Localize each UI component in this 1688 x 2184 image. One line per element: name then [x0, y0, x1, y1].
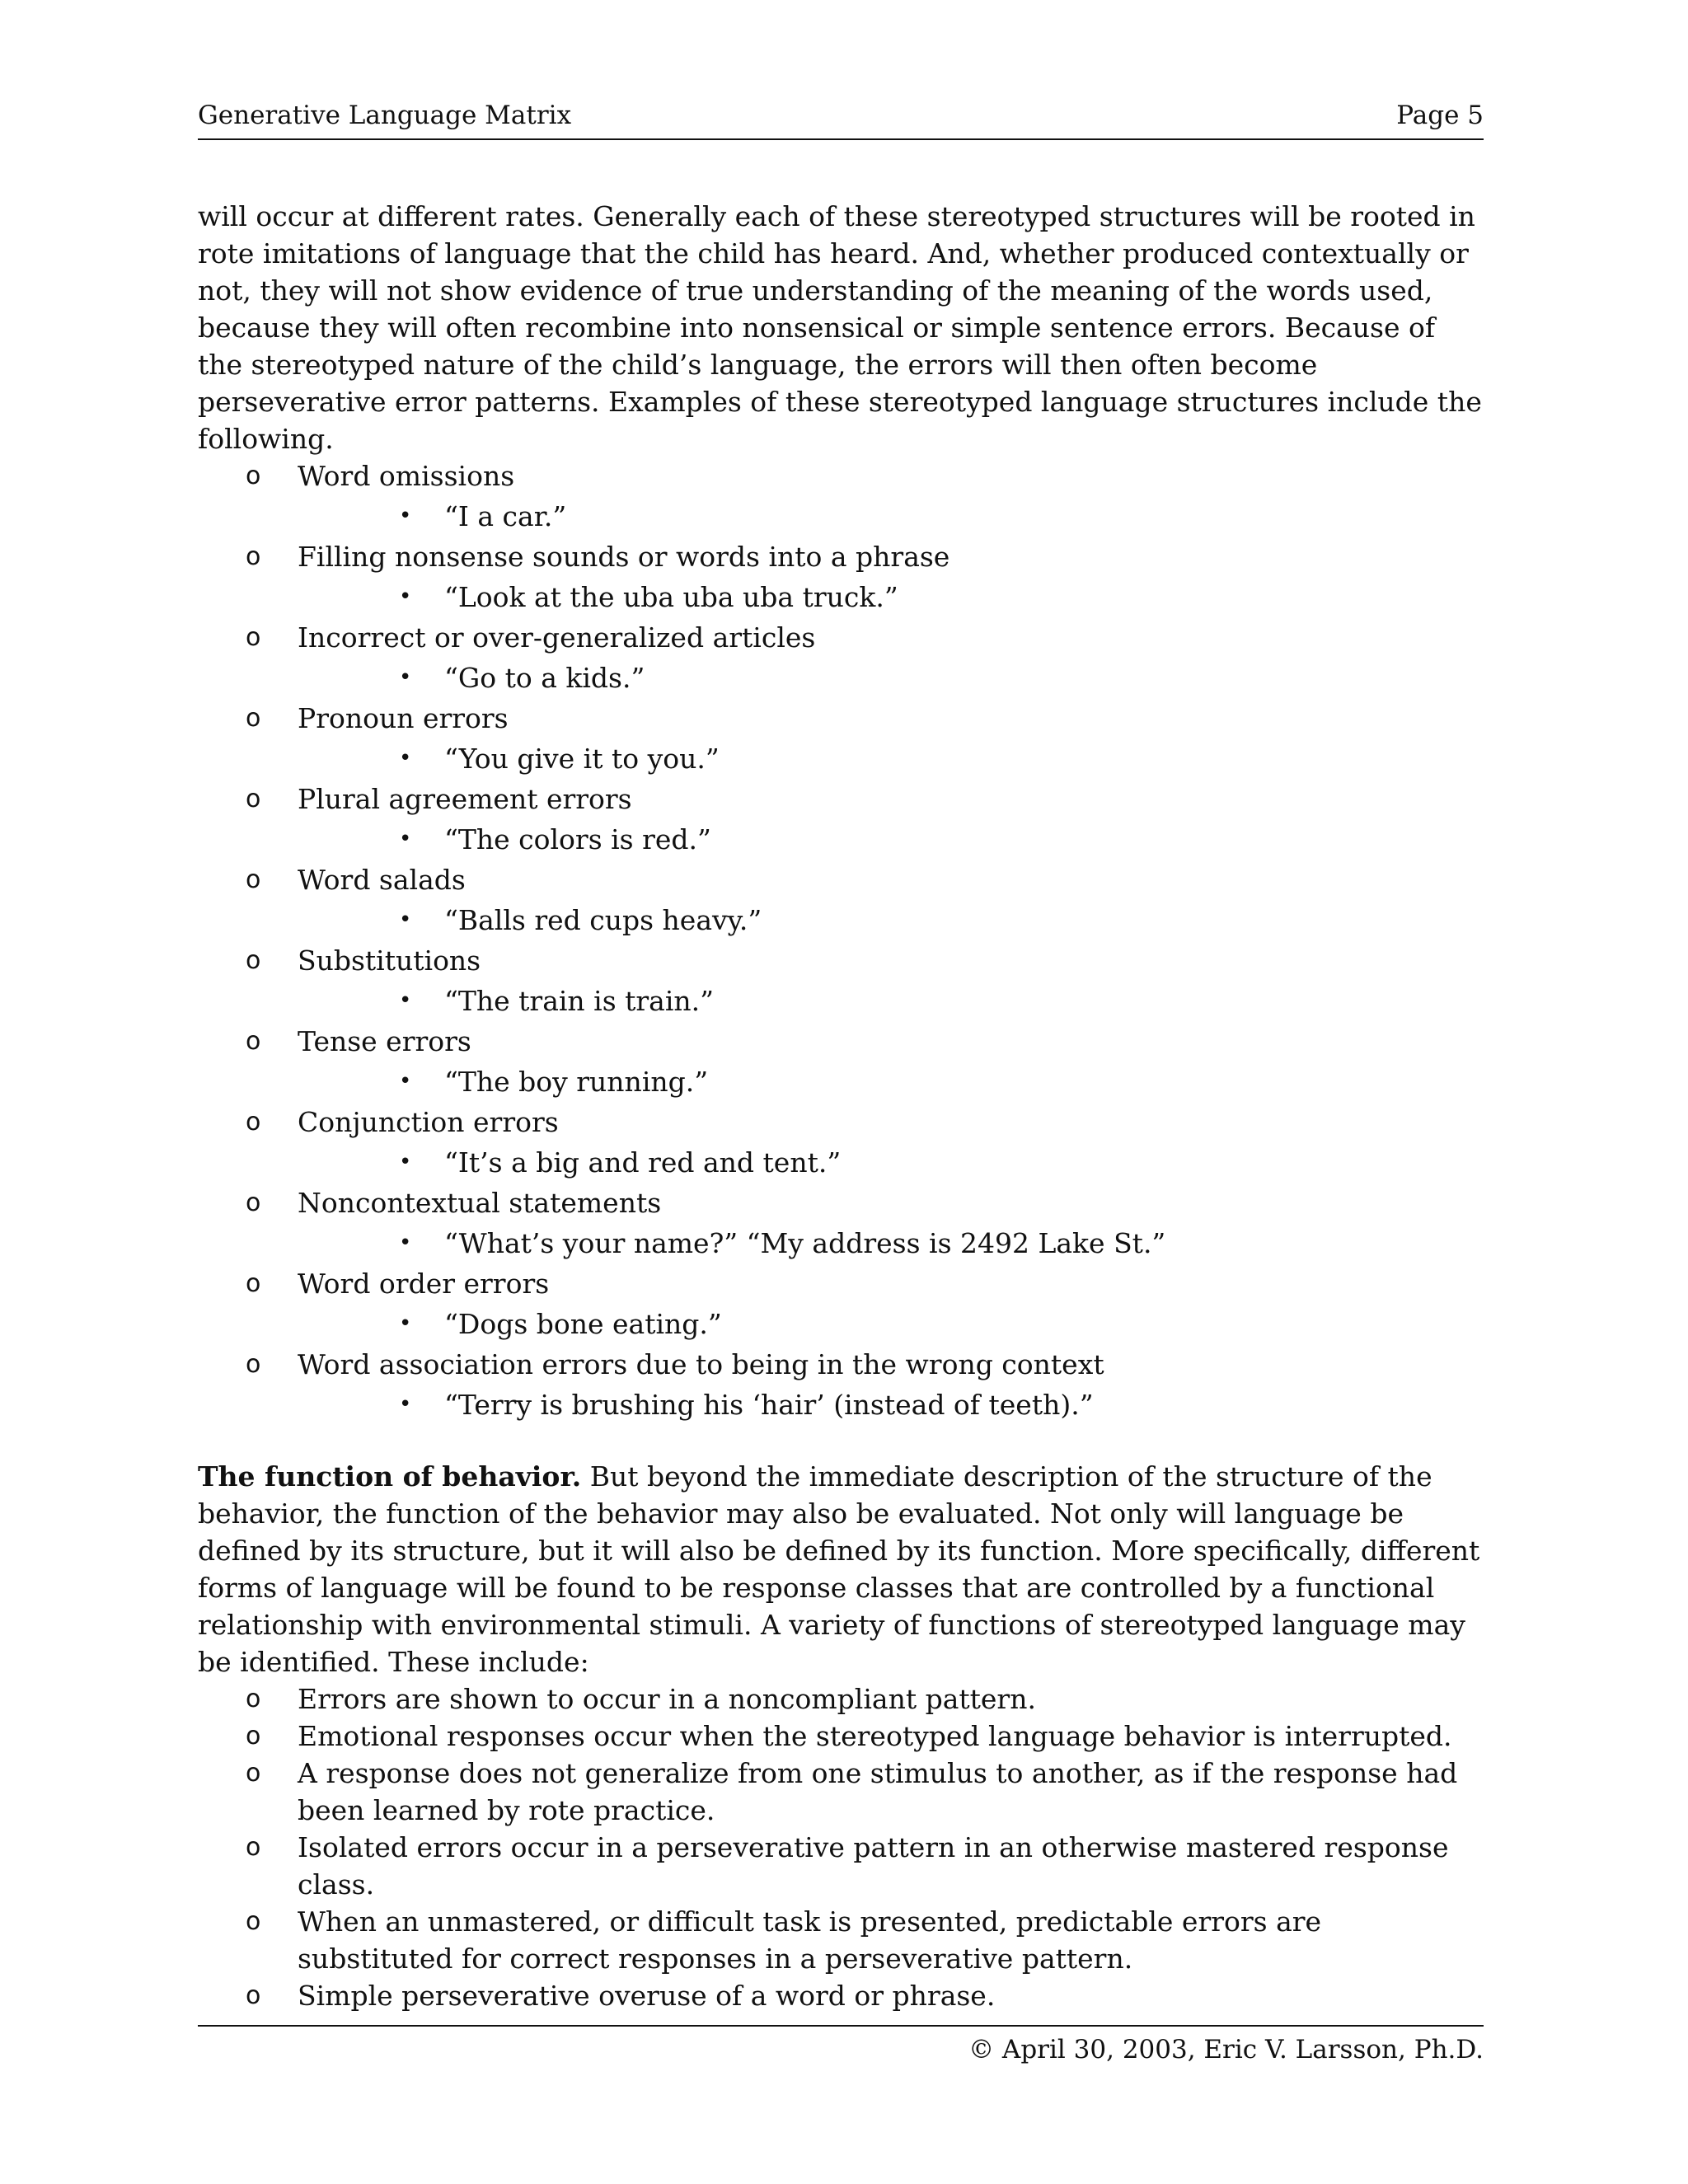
page-content [198, 198, 1484, 2014]
circle-bullet-icon: o [246, 1759, 261, 1788]
error-type-label: Pronoun errors [298, 702, 509, 734]
example-line [298, 1383, 1484, 1427]
circle-bullet-icon: o [246, 946, 261, 975]
example-line [298, 979, 1484, 1023]
list-item [198, 538, 1484, 619]
bullet-icon: • [399, 988, 412, 1013]
list-item [198, 942, 1484, 1023]
circle-bullet-icon: o [246, 1833, 261, 1862]
example-text: “Balls red cups heavy.” [444, 904, 762, 936]
page-header [198, 92, 1484, 140]
circle-bullet-icon: o [246, 1722, 261, 1750]
bullet-icon: • [399, 1150, 412, 1174]
list-item [198, 1104, 1484, 1184]
list-item [198, 457, 1484, 538]
list-item [198, 1680, 1484, 1718]
error-type-label: Word association errors due to being in the wrong context [298, 1348, 1104, 1380]
circle-bullet-icon: o [246, 1981, 261, 2010]
error-type-label: Word salads [298, 864, 466, 896]
function-item-text: Emotional responses occur when the stereotyped language behavior is interrupted. [298, 1720, 1452, 1752]
list-item [198, 1829, 1484, 1903]
circle-bullet-icon: o [246, 1108, 261, 1137]
list-item [198, 1718, 1484, 1755]
list-item [198, 1346, 1484, 1427]
error-type-label: Word order errors [298, 1268, 550, 1300]
circle-bullet-icon: o [246, 1027, 261, 1056]
circle-bullet-icon: o [246, 1188, 261, 1217]
example-text: “You give it to you.” [444, 743, 720, 775]
example-text: “I a car.” [444, 500, 567, 532]
list-item [198, 1023, 1484, 1104]
circle-bullet-icon: o [246, 462, 261, 490]
list-item [198, 1184, 1484, 1265]
example-line [298, 737, 1484, 780]
list-item [198, 1903, 1484, 1977]
page-number: Page 5 [1396, 101, 1484, 130]
example-line [298, 1302, 1484, 1346]
list-item [198, 1755, 1484, 1829]
example-text: “What’s your name?” “My address is 2492 Lake St.” [444, 1227, 1166, 1259]
example-text: “The train is train.” [444, 985, 715, 1017]
function-item-text: A response does not generalize from one stimulus to another, as if the response had been learned by rote practice. [298, 1757, 1458, 1826]
example-text: “Terry is brushing his ‘hair’ (instead of teeth).” [444, 1389, 1094, 1421]
list-item [198, 780, 1484, 861]
bullet-icon: • [399, 584, 412, 609]
example-text: “The boy running.” [444, 1066, 709, 1098]
document-title: Generative Language Matrix [198, 101, 572, 130]
list-item [198, 619, 1484, 700]
error-type-list [198, 457, 1484, 1427]
intro-paragraph: will occur at different rates. Generally each of these stereotyped structures will be rooted in rote imitations of language that the child has heard. And, whether produced contextually or not, they will not show evidence of true understanding of the meaning of the words used, because they will often recombine into nonsensical or simple sentence errors. Because of the stereotyped nature of the child’s language, the errors will then often become perseverative error patterns. Examples of these stereotyped language structures include the following. [198, 200, 1482, 455]
bullet-icon: • [399, 907, 412, 932]
example-text: “Look at the uba uba uba truck.” [444, 581, 898, 613]
example-line [298, 1060, 1484, 1104]
circle-bullet-icon: o [246, 1350, 261, 1379]
circle-bullet-icon: o [246, 623, 261, 652]
circle-bullet-icon: o [246, 542, 261, 571]
bullet-icon: • [399, 1392, 412, 1417]
bullet-icon: • [399, 827, 412, 851]
list-item [198, 1977, 1484, 2014]
circle-bullet-icon: o [246, 1907, 261, 1936]
example-line [298, 898, 1484, 942]
circle-bullet-icon: o [246, 785, 261, 813]
example-text: “Go to a kids.” [444, 662, 645, 694]
bullet-icon: • [399, 1311, 412, 1336]
page-footer [198, 2025, 1484, 2073]
copyright-notice: © April 30, 2003, Eric V. Larsson, Ph.D. [968, 2035, 1484, 2064]
circle-bullet-icon: o [246, 1269, 261, 1298]
error-type-label: Word omissions [298, 460, 515, 492]
error-type-label: Incorrect or over-generalized articles [298, 621, 816, 654]
error-type-label: Plural agreement errors [298, 783, 632, 815]
bullet-icon: • [399, 746, 412, 771]
function-list [198, 1680, 1484, 2014]
bullet-icon: • [399, 1069, 412, 1094]
function-paragraph-text: But beyond the immediate description of the structure of the behavior, the function of the behavior may also be evaluated. Not only will language be defined by its structure, but it will also be defined by its function. More specifically, different forms of language will be found to be response classes that are controlled by a functional relationship with environmental stimuli. A variety of functions of stereotyped language may be identified. These include: [198, 1460, 1480, 1678]
function-item-text: Errors are shown to occur in a noncompliant pattern. [298, 1683, 1036, 1715]
function-item-text: Simple perseverative overuse of a word or phrase. [298, 1980, 996, 2012]
example-text: “Dogs bone eating.” [444, 1308, 722, 1340]
function-item-text: Isolated errors occur in a perseverative pattern in an otherwise mastered response class. [298, 1831, 1449, 1900]
document-page [198, 92, 1484, 2095]
example-line [298, 494, 1484, 538]
function-paragraph [198, 1458, 1484, 1680]
example-line [298, 575, 1484, 619]
bullet-icon: • [399, 665, 412, 690]
error-type-label: Tense errors [298, 1025, 471, 1057]
example-line [298, 1221, 1484, 1265]
function-section [198, 1458, 1484, 2014]
example-line [298, 1141, 1484, 1184]
example-line [298, 656, 1484, 700]
example-text: “The colors is red.” [444, 823, 711, 855]
list-item [198, 861, 1484, 942]
section-heading: The function of behavior. [198, 1460, 582, 1493]
error-type-label: Conjunction errors [298, 1106, 559, 1138]
bullet-icon: • [399, 504, 412, 528]
circle-bullet-icon: o [246, 704, 261, 733]
list-item [198, 1265, 1484, 1346]
circle-bullet-icon: o [246, 1685, 261, 1713]
example-text: “It’s a big and red and tent.” [444, 1146, 842, 1179]
error-type-label: Noncontextual statements [298, 1187, 662, 1219]
example-line [298, 818, 1484, 861]
function-item-text: When an unmastered, or difficult task is presented, predictable errors are substituted for correct responses in a perseverative pattern. [298, 1905, 1322, 1975]
error-type-label: Substitutions [298, 944, 481, 977]
error-type-label: Filling nonsense sounds or words into a phrase [298, 541, 950, 573]
bullet-icon: • [399, 1230, 412, 1255]
list-item [198, 700, 1484, 780]
circle-bullet-icon: o [246, 865, 261, 894]
